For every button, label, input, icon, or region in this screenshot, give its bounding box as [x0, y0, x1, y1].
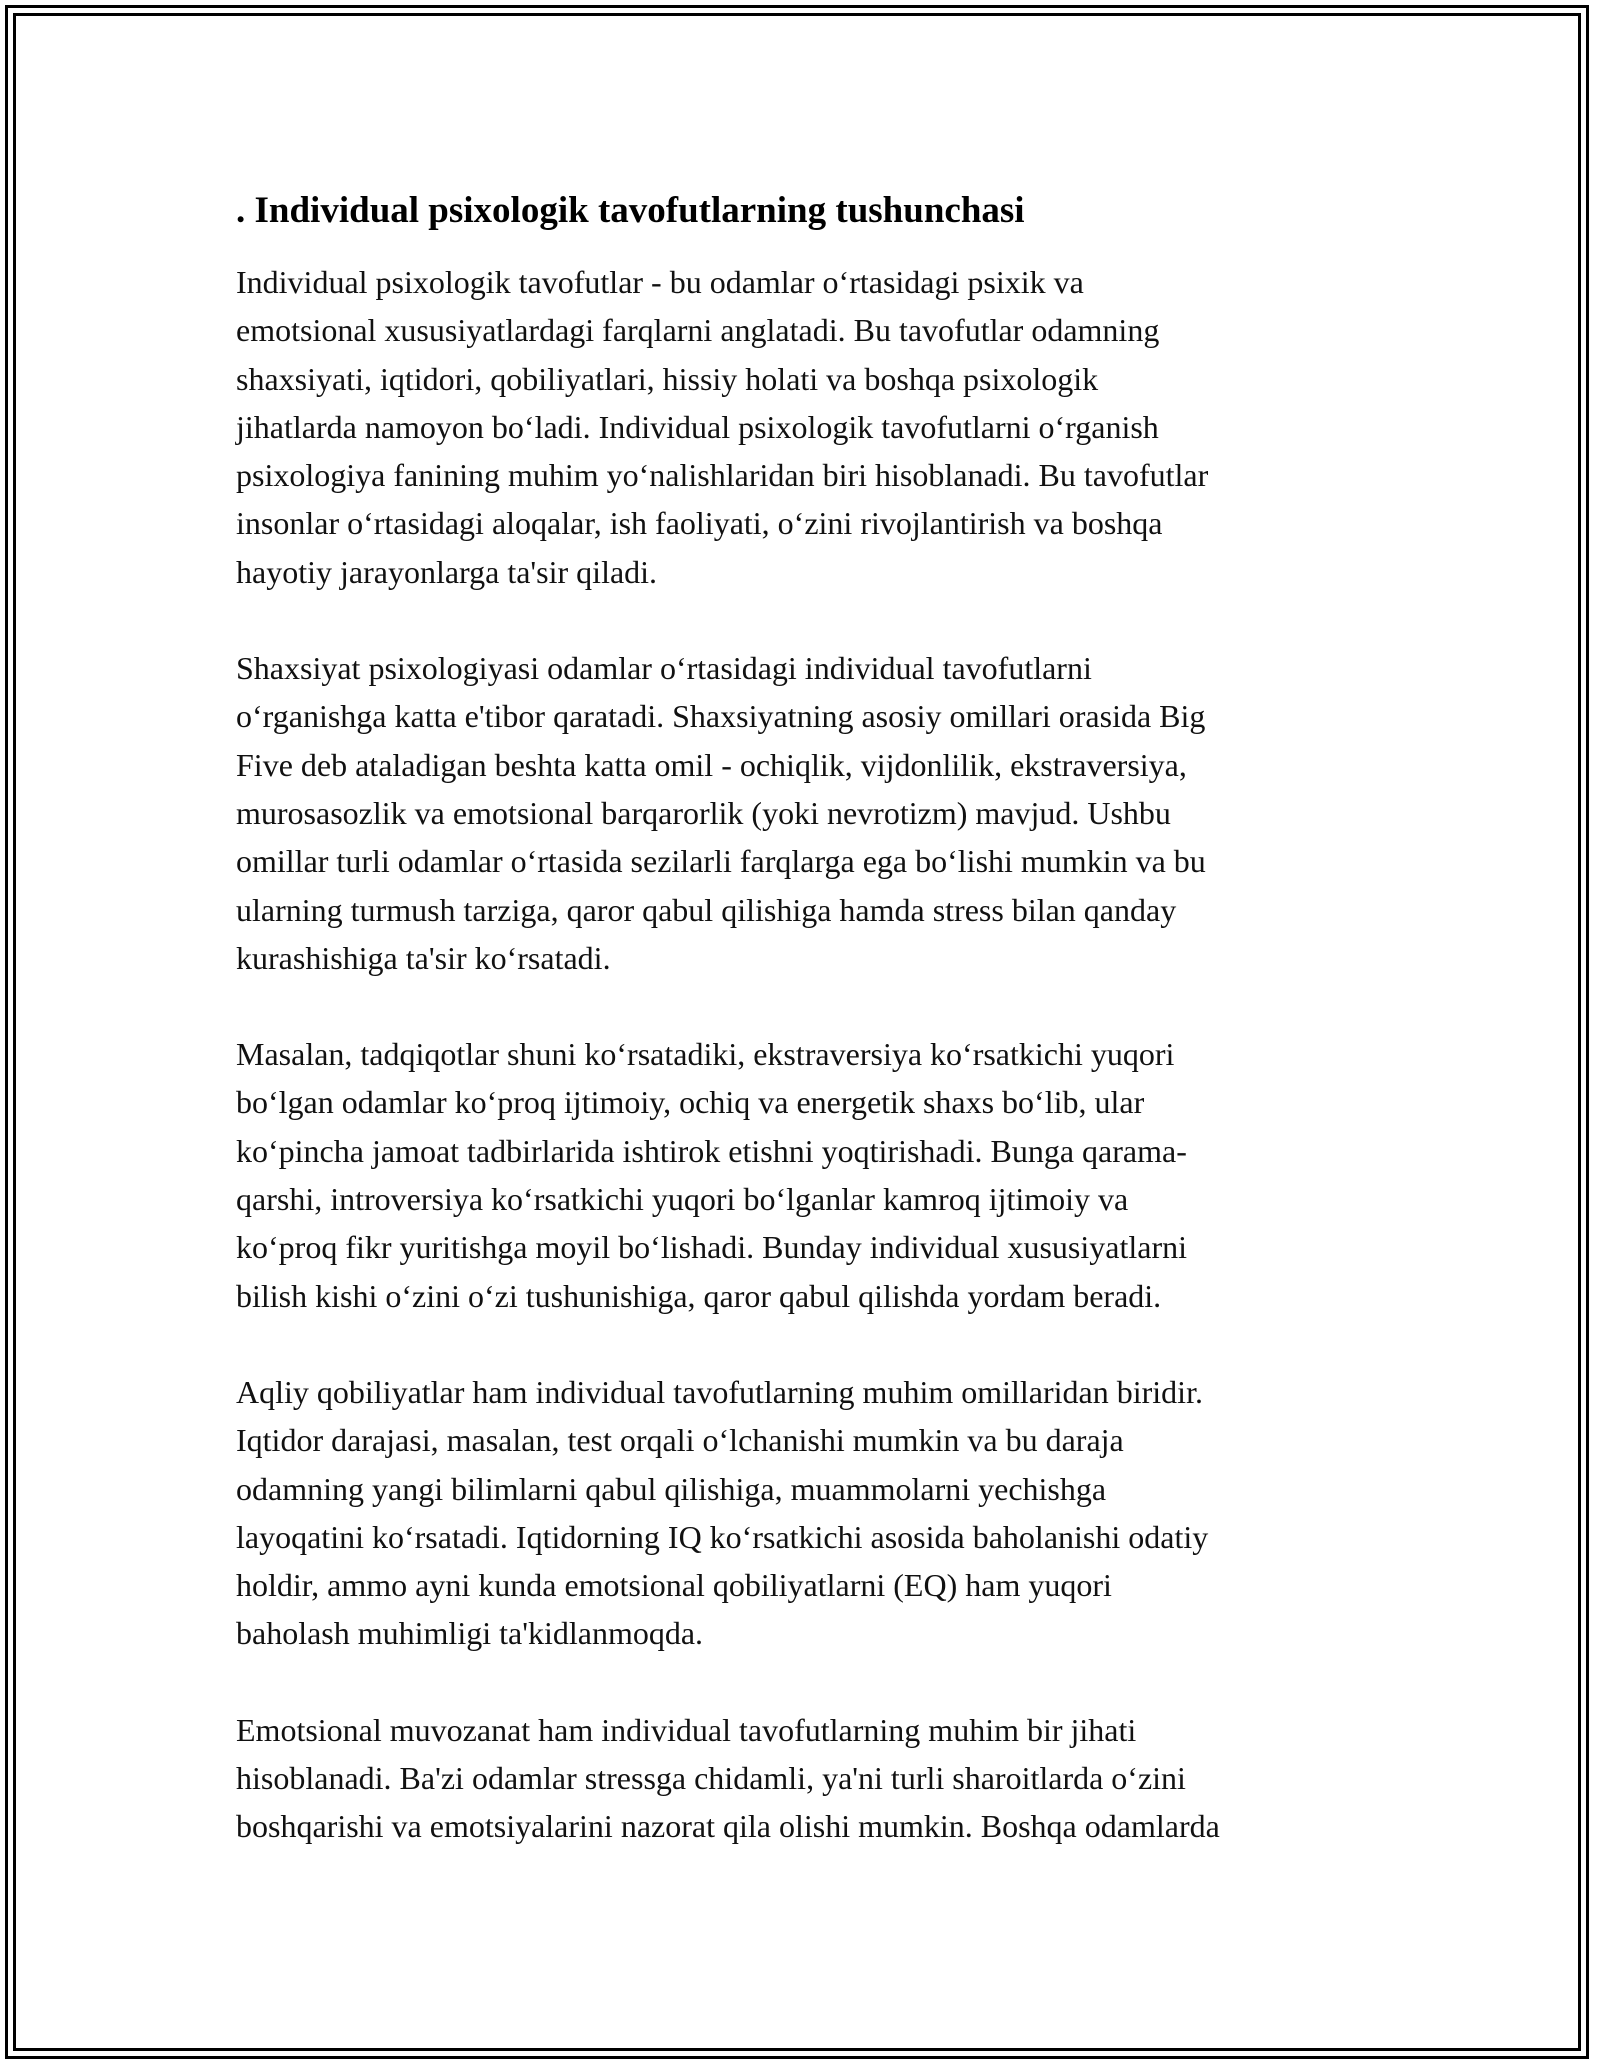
text-line: kurashishiga ta'sir ko‘rsatadi.	[236, 939, 611, 976]
text-line: omillar turli odamlar o‘rtasida sezilarli farqlarga ega bo‘lishi mumkin va bu	[236, 843, 1206, 880]
text-line: Individual psixologik tavofutlar - bu odamlar o‘rtasidagi psixik va	[236, 264, 1084, 300]
text-line: hayotiy jarayonlarga ta'sir qiladi.	[236, 553, 658, 590]
text-line: Iqtidor darajasi, masalan, test orqali o‘lchanishi mumkin va bu daraja	[236, 1422, 1124, 1459]
document-body	[236, 258, 1366, 1851]
text-line: shaxsiyati, iqtidori, qobiliyatlari, hissiy holati va boshqa psixologik	[236, 360, 1099, 397]
text-line: hisoblanadi. Ba'zi odamlar stressga chidamli, ya'ni turli sharoitlarda o‘zini	[236, 1760, 1186, 1797]
text-line: Shaxsiyat psixologiyasi odamlar o‘rtasidagi individual tavofutlarni	[236, 650, 1092, 687]
text-line: ko‘proq fikr yuritishga moyil bo‘lishadi. Bunday individual xususiyatlarni	[236, 1229, 1187, 1266]
text-line: Five deb ataladigan beshta katta omil - ochiqlik, vijdonlilik, ekstraversiya,	[236, 746, 1187, 783]
text-line: bilish kishi o‘zini o‘zi tushunishiga, qaror qabul qilishda yordam beradi.	[236, 1277, 1162, 1314]
paragraph	[236, 258, 1366, 596]
text-line: Aqliy qobiliyatlar ham individual tavofutlarning muhim omillaridan biridir.	[236, 1373, 1203, 1410]
text-line: jihatlarda namoyon bo‘ladi. Individual psixologik tavofutlarni o‘rganish	[236, 408, 1159, 445]
text-line: psixologiya fanining muhim yo‘nalishlaridan biri hisoblanadi. Bu tavofutlar	[236, 457, 1209, 494]
text-line: boshqarishi va emotsiyalarini nazorat qila olishi mumkin. Boshqa odamlarda	[236, 1808, 1220, 1845]
text-line: o‘rganishga katta e'tibor qaratadi. Shaxsiyatning asosiy omillari orasida Big	[236, 698, 1206, 735]
paragraph	[236, 1368, 1366, 1658]
text-line: bo‘lgan odamlar ko‘proq ijtimoiy, ochiq va energetik shaxs bo‘lib, ular	[236, 1084, 1145, 1121]
text-line: emotsional xususiyatlardagi farqlarni anglatadi. Bu tavofutlar odamning	[236, 312, 1160, 349]
text-line: Emotsional muvozanat ham individual tavofutlarning muhim bir jihati	[236, 1711, 1137, 1748]
text-line: baholash muhimligi ta'kidlanmoqda.	[236, 1615, 704, 1652]
text-line: holdir, ammo ayni kunda emotsional qobiliyatlarni (EQ) ham yuqori	[236, 1567, 1112, 1604]
paragraph	[236, 644, 1366, 982]
text-line: insonlar o‘rtasidagi aloqalar, ish faoliyati, o‘zini rivojlantirish va boshqa	[236, 505, 1163, 542]
text-line: ko‘pincha jamoat tadbirlarida ishtirok etishni yoqtirishadi. Bunga qarama-	[236, 1132, 1187, 1169]
text-line: ularning turmush tarziga, qaror qabul qilishiga hamda stress bilan qanday	[236, 891, 1177, 928]
text-line: layoqatini ko‘rsatadi. Iqtidorning IQ ko‘rsatkichi asosida baholanishi odatiy	[236, 1518, 1209, 1555]
paragraph	[236, 1030, 1366, 1320]
text-line: murosasozlik va emotsional barqarorlik (yoki nevrotizm) mavjud. Ushbu	[236, 794, 1171, 831]
text-line: Masalan, tadqiqotlar shuni ko‘rsatadiki, ekstraversiya ko‘rsatkichi yuqori	[236, 1036, 1175, 1073]
paragraph	[236, 1706, 1366, 1851]
text-line: qarshi, introversiya ko‘rsatkichi yuqori bo‘lganlar kamroq ijtimoiy va	[236, 1181, 1129, 1218]
document-heading: . Individual psixologik tavofutlarning tushunchasi	[236, 190, 1025, 231]
document-page	[236, 186, 1366, 1899]
text-line: odamning yangi bilimlarni qabul qilishiga, muammolarni yechishga	[236, 1470, 1107, 1507]
